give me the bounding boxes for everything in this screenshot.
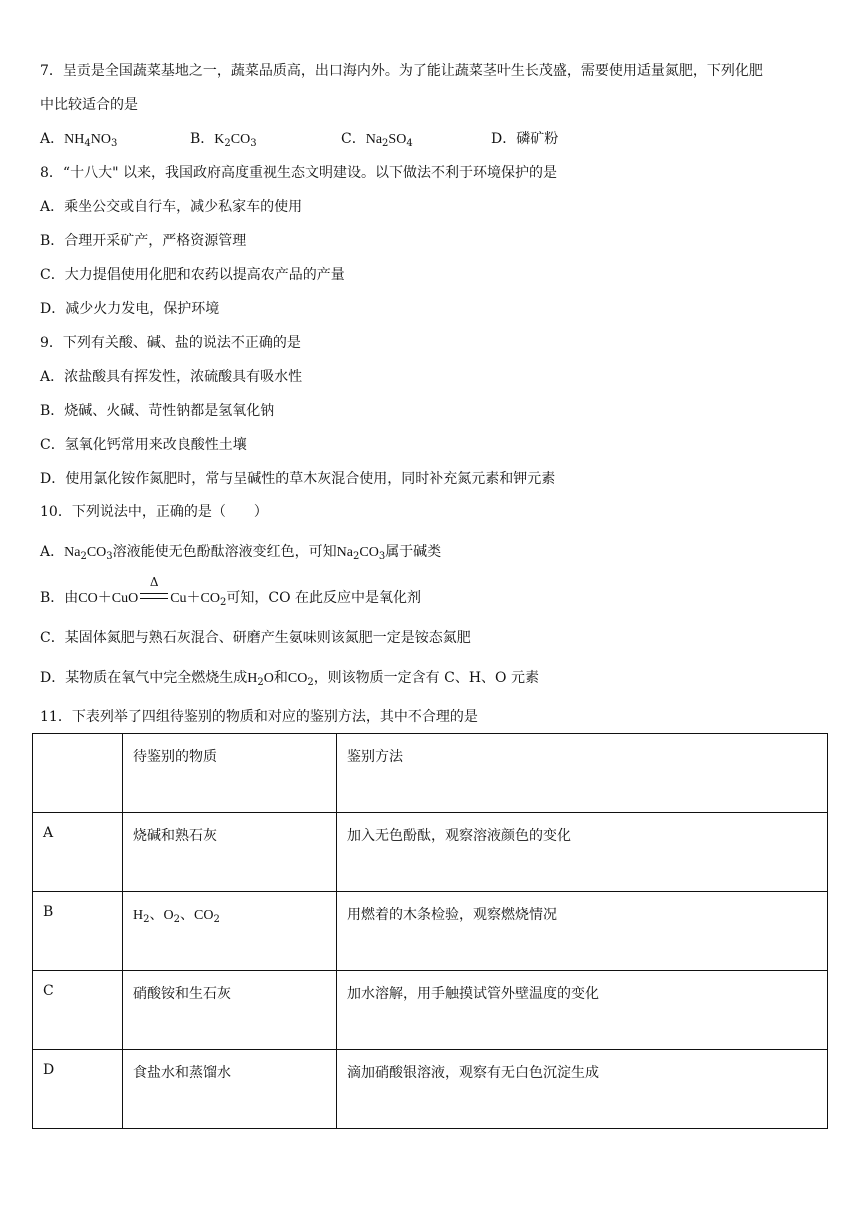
q10-option-d: D．某物质在氧气中完全燃烧生成$H_2O$和$CO_2$，则该物质一定含有 C、H、O 元素 [40, 670, 539, 688]
row-method: 加水溶解，用手触摸试管外壁温度的变化 [337, 971, 828, 1050]
row-method: 加入无色酚酞，观察溶液颜色的变化 [337, 813, 828, 892]
table-row [33, 813, 828, 892]
header-cell-method: 鉴别方法 [337, 734, 828, 813]
row-substance: $H_2$、$O_2$、$CO_2$ [123, 892, 337, 971]
row-substance: 食盐水和蒸馏水 [123, 1050, 337, 1129]
row-label: D [33, 1050, 123, 1129]
table-row [33, 892, 828, 971]
q7-option-a: A．$NH_4NO_3$ [40, 131, 118, 149]
q9-option-d: D．使用氯化铵作氮肥时，常与呈碱性的草木灰混合使用，同时补充氮元素和钾元素 [40, 471, 556, 487]
row-label: C [33, 971, 123, 1050]
table-header-row [33, 734, 828, 813]
row-method: 用燃着的木条检验，观察燃烧情况 [337, 892, 828, 971]
q10-equation-right: Cu＋CO [170, 591, 220, 606]
q9-option-c: C．氢氧化钙常用来改良酸性土壤 [40, 437, 247, 453]
q10-stem: 10．下列说法中，正确的是（ ） [40, 504, 268, 520]
q10-option-c: C．某固体氮肥与熟石灰混合、研磨产生氨味则该氮肥一定是铵态氮肥 [40, 630, 471, 646]
row-substance: 硝酸铵和生石灰 [123, 971, 337, 1050]
q7-option-c: C．$Na_2SO_4$ [341, 131, 413, 149]
q8-option-a: A．乘坐公交或自行车，减少私家车的使用 [40, 199, 303, 215]
q10-option-b: B．由CO＋CuO Δ $Cu+CO_2$可知，CO 在此反应中是氧化剂 [40, 575, 422, 608]
row-method: 滴加硝酸银溶液，观察有无白色沉淀生成 [337, 1050, 828, 1129]
q11-stem: 11．下表列举了四组待鉴别的物质和对应的鉴别方法，其中不合理的是 [40, 709, 478, 725]
q9-option-a: A．浓盐酸具有挥发性，浓硫酸具有吸水性 [40, 369, 303, 385]
q10-equation-left: CO＋CuO [78, 591, 139, 606]
q9-option-b: B．烧碱、火碱、苛性钠都是氢氧化钠 [40, 403, 275, 419]
header-cell-blank [33, 734, 123, 813]
q10-option-a: A．$Na_2CO_3$溶液能使无色酚酞溶液变红色，可知$Na_2CO_3$属于碱类 [40, 544, 442, 562]
q7-option-b: B．$K_2CO_3$ [190, 131, 257, 149]
q7-option-d: D．磷矿粉 [491, 131, 559, 147]
row-label: A [33, 813, 123, 892]
q8-stem: 8．“十八大" 以来，我国政府高度重视生态文明建设。以下做法不利于环境保护的是 [40, 165, 557, 181]
table-row [33, 1050, 828, 1129]
header-cell-substance: 待鉴别的物质 [123, 734, 337, 813]
row-label: B [33, 892, 123, 971]
q7-stem-line2: 中比较适合的是 [40, 97, 138, 113]
q8-option-c: C．大力提倡使用化肥和农药以提高农产品的产量 [40, 267, 345, 283]
q8-option-d: D．减少火力发电，保护环境 [40, 301, 220, 317]
heating-equals-sign: Δ [139, 588, 169, 608]
q9-stem: 9．下列有关酸、碱、盐的说法不正确的是 [40, 335, 301, 351]
q11-table [32, 733, 828, 1129]
table-row [33, 971, 828, 1050]
row-substance: 烧碱和熟石灰 [123, 813, 337, 892]
q7-stem-line1: 7．呈贡是全国蔬菜基地之一，蔬菜品质高，出口海内外。为了能让蔬菜茎叶生长茂盛，需要使用适量氮肥，下列化肥 [40, 63, 763, 79]
q8-option-b: B．合理开采矿产，严格资源管理 [40, 233, 247, 249]
